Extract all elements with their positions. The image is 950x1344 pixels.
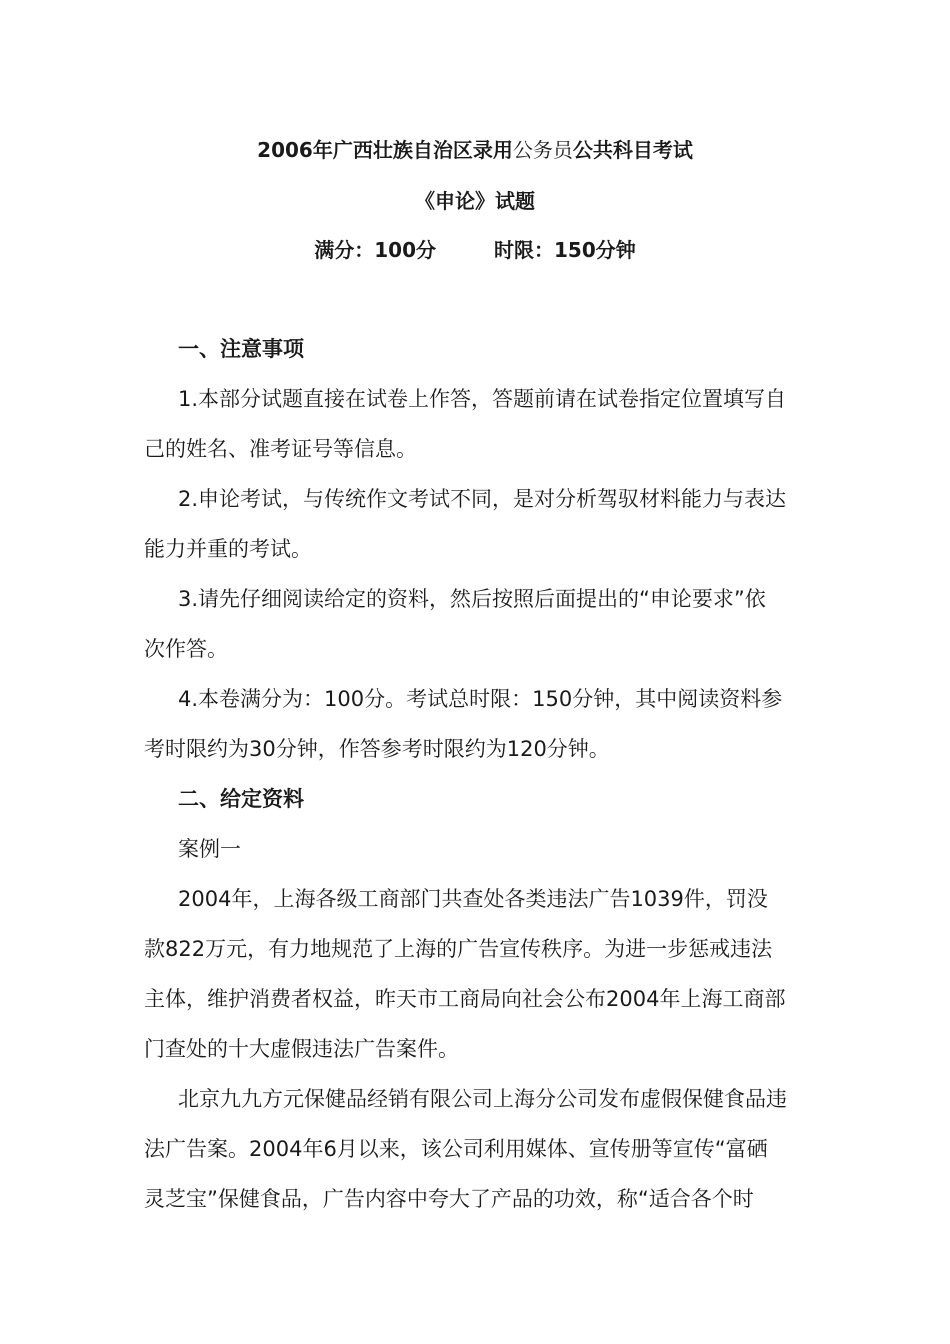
title-part-1: 2006年广西壮族自治区录用 bbox=[257, 138, 513, 162]
document-subtitle: 《申论》试题 bbox=[415, 189, 535, 213]
section-heading-materials: 二、给定资料 bbox=[178, 787, 304, 811]
title-part-2: 公务员 bbox=[512, 138, 573, 162]
note-2-line-1: 2.申论考试，与传统作文考试不同，是对分析驾驭材料能力与表达 bbox=[178, 487, 787, 511]
paragraph-2-line-1: 北京九九方元保健品经销有限公司上海分公司发布虚假保健食品违 bbox=[178, 1087, 787, 1111]
exam-info bbox=[0, 235, 950, 265]
note-3-line-1: 3.请先仔细阅读给定的资料，然后按照后面提出的“申论要求”依 bbox=[178, 587, 766, 611]
document-body bbox=[144, 324, 809, 1224]
paragraph-2-line-2: 法广告案。2004年6月以来，该公司利用媒体、宣传册等宣传“富硒 bbox=[144, 1137, 768, 1161]
note-4-line-1: 4.本卷满分为：100分。考试总时限：150分钟，其中阅读资料参 bbox=[178, 687, 783, 711]
note-4-line-2: 考时限约为30分钟，作答参考时限约为120分钟。 bbox=[144, 737, 610, 761]
note-3-line-2: 次作答。 bbox=[144, 637, 228, 661]
full-score: 满分：100分 bbox=[314, 238, 436, 262]
note-1-line-2: 己的姓名、准考证号等信息。 bbox=[144, 437, 417, 461]
paragraph-1-line-3: 主体，维护消费者权益，昨天市工商局向社会公布2004年上海工商部 bbox=[144, 987, 786, 1011]
title-part-3: 公共科目考试 bbox=[572, 138, 693, 162]
paragraph-1-line-1: 2004年，上海各级工商部门共查处各类违法广告1039件，罚没 bbox=[178, 887, 768, 911]
note-2-line-2: 能力并重的考试。 bbox=[144, 537, 312, 561]
time-limit: 时限：150分钟 bbox=[494, 238, 636, 262]
paragraph-1-line-2: 款822万元，有力地规范了上海的广告宣传秩序。为进一步惩戒违法 bbox=[144, 937, 773, 961]
case-title: 案例一 bbox=[178, 837, 241, 861]
note-1-line-1: 1.本部分试题直接在试卷上作答，答题前请在试卷指定位置填写自 bbox=[178, 387, 787, 411]
section-heading-notes: 一、注意事项 bbox=[178, 337, 304, 361]
paragraph-2-line-3: 灵芝宝”保健食品，广告内容中夸大了产品的功效，称“适合各个时 bbox=[144, 1187, 754, 1211]
document-title bbox=[0, 135, 950, 165]
paragraph-1-line-4: 门查处的十大虚假违法广告案件。 bbox=[144, 1037, 459, 1061]
